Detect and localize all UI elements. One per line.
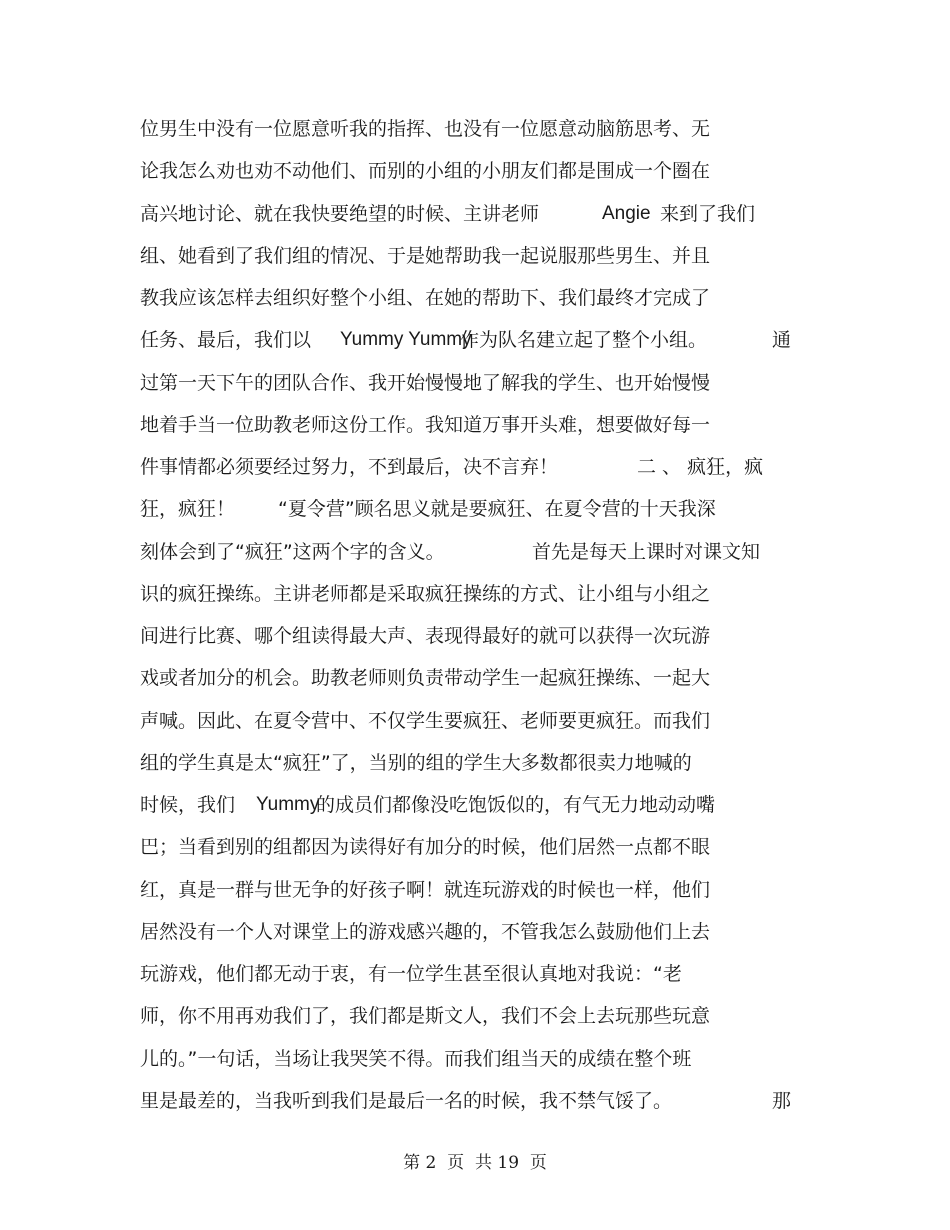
text-segment: 戏或者加分的机会。助教老师则负责带动学生一起疯狂操练、一起大 [140,667,711,690]
text-segment: 间进行比赛、哪个组读得最大声、表现得最好的就可以获得一次玩游 [140,625,711,647]
text-line [140,319,810,361]
text-segment: 论我怎么劝也劝不动他们、而别的小组的小朋友们都是围成一个圈在 [140,160,711,183]
text-line [140,573,810,615]
text-segment-latin: Yummy Yummy [340,329,472,351]
text-line [140,488,810,530]
text-segment: 首先是每天上课时对课文知 [532,540,761,563]
body-text [140,108,810,1122]
text-segment: 声喊。因此、在夏令营中、不仅学生要疯狂、老师要更疯狂。而我们 [140,709,711,732]
text-segment: 教我应该怎样去组织好整个小组、在她的帮助下、我们最终才完成了 [140,287,711,309]
text-line [140,700,810,742]
text-line [140,531,810,573]
text-segment: 作为队名建立起了整个小组。 [460,329,708,352]
text-line [140,615,810,657]
text-line [140,1080,810,1122]
text-line [140,784,810,826]
text-line [140,446,810,488]
section-heading: 二 、 疯狂，疯 [637,456,764,478]
text-line [140,235,810,277]
text-segment: 任务、最后，我们以 [140,329,312,352]
text-segment: 通 [772,329,792,352]
text-line [140,742,810,784]
text-segment: 组、她看到了我们组的情况、于是她帮助我一起说服那些男生、并且 [140,244,711,267]
text-segment: 师，你不用再劝我们了，我们都是斯文人，我们不会上去玩那些玩意 [140,1005,711,1028]
text-segment: 识的疯狂操练。主讲老师都是采取疯狂操练的方式、让小组与小组之 [140,582,711,605]
text-line [140,869,810,911]
text-segment-latin: Yummy [256,794,320,815]
text-segment: 地着手当一位助教老师这份工作。我知道万事开头难，想要做好每一 [140,413,711,436]
text-line [140,953,810,995]
text-segment: 刻体会到了“疯狂”这两个字的含义。 [140,540,445,563]
text-segment-latin: Angie [602,202,651,224]
text-line [140,826,810,868]
text-line [140,362,810,404]
text-line [140,404,810,446]
text-segment: 儿的。”一句话，当场让我哭笑不得。而我们组当天的成绩在整个班 [140,1047,692,1070]
text-segment: 组的学生真是太“疯狂”了，当别的组的学生大多数都很卖力地喊的 [140,751,692,774]
text-segment: 过第一天下午的团队合作、我开始慢慢地了解我的学生、也开始慢慢 [140,371,711,394]
text-segment: 红，真是一群与世无争的好孩子啊！就连玩游戏的时候也一样，他们 [140,878,711,901]
text-segment: 巴；当看到别的组都因为读得好有加分的时候，他们居然一点都不眼 [140,836,711,859]
text-segment: “夏令营”顾名思义就是要疯狂、在夏令营的十天我深 [278,498,716,521]
text-line [140,108,810,150]
text-line [140,193,810,235]
text-segment: 时候，我们 [140,794,236,816]
text-segment: 居然没有一个人对课堂上的游戏感兴趣的，不管我怎么鼓励他们上去 [140,920,711,943]
text-segment: 里是最差的，当我听到我们是最后一名的时候，我不禁气馁了。 [140,1089,673,1112]
text-segment: 高兴地讨论、就在我快要绝望的时候、主讲老师 [140,202,540,225]
text-segment: 来到了我们 [660,202,756,225]
text-line [140,277,810,319]
text-segment: 件事情都必须要经过努力，不到最后，决不言弃！ [140,456,559,478]
text-segment: 玩游戏，他们都无动于衷，有一位学生甚至很认真地对我说：“老 [140,963,682,985]
text-segment: 位男生中没有一位愿意听我的指挥、也没有一位愿意动脑筋思考、无 [140,118,711,140]
text-line [140,995,810,1037]
text-line [140,1038,810,1080]
text-line [140,657,810,699]
text-segment: 狂，疯狂！ [140,498,236,521]
text-line [140,150,810,192]
text-line [140,911,810,953]
text-segment: 那 [772,1089,792,1112]
page-number-footer: 第 2 页 共 19 页 [403,1153,547,1173]
text-segment: 的成员们都像没吃饱饭似的，有气无力地动动嘴 [316,794,716,816]
